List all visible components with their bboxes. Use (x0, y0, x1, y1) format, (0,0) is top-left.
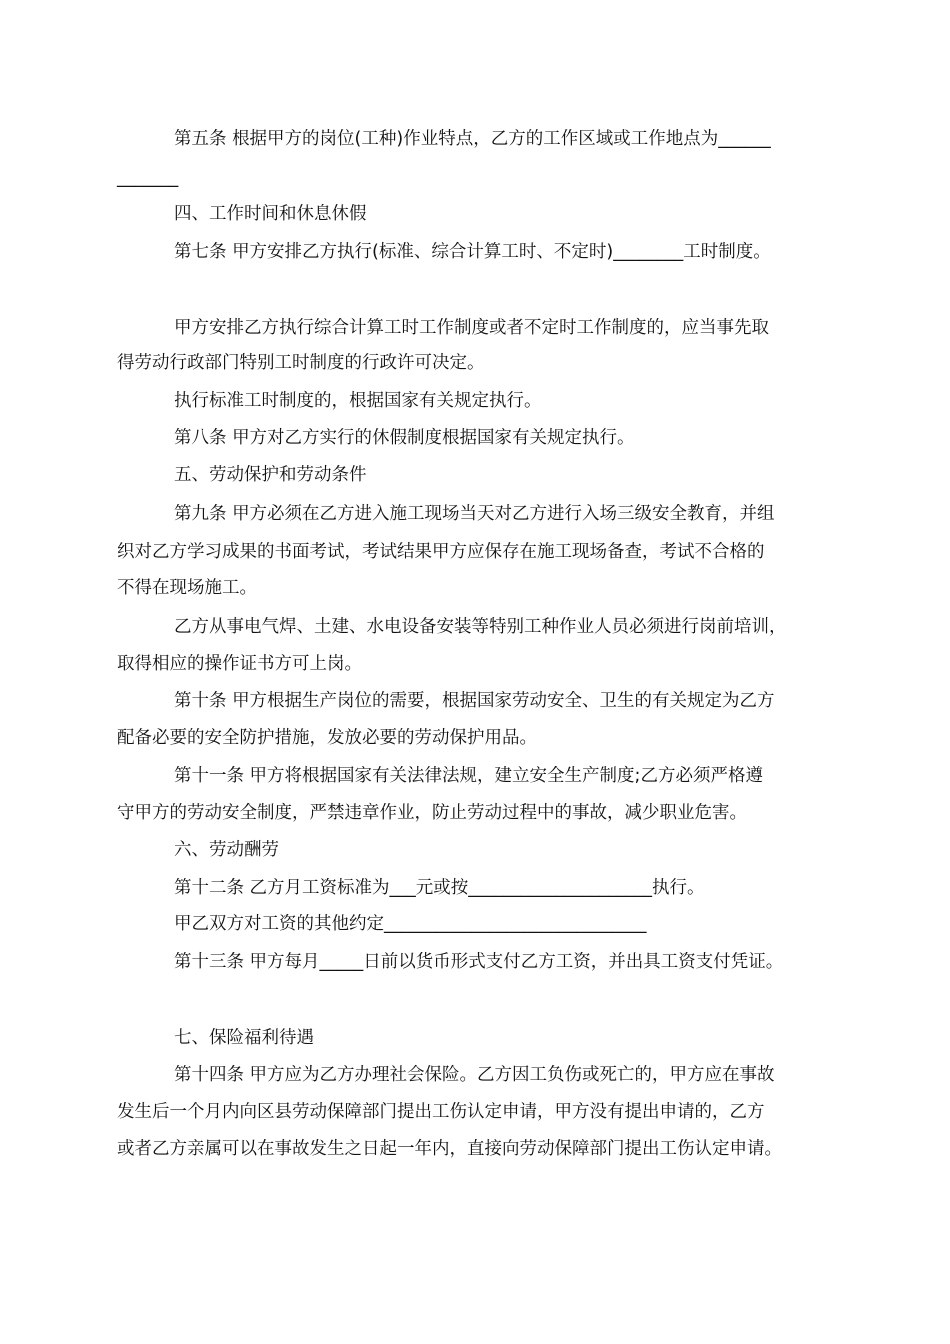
article-10-line-1: 第十条 甲方根据生产岗位的需要，根据国家劳动安全、卫生的有关规定为乙方 (174, 691, 775, 711)
article-12-para-2: 甲乙双方对工资的其他约定______________________________ (174, 914, 647, 934)
article-14-line-2: 发生后一个月内向区县劳动保障部门提出工伤认定申请，甲方没有提出申请的，乙方 (117, 1102, 765, 1122)
article-11-line-2: 守甲方的劳动安全制度，严禁违章作业，防止劳动过程中的事故，减少职业危害。 (117, 803, 747, 823)
section-6-heading: 六、劳动酬劳 (174, 840, 279, 860)
article-13: 第十三条 甲方每月_____日前以货币形式支付乙方工资，并出具工资支付凭证。 (174, 952, 784, 972)
article-14-line-3: 或者乙方亲属可以在事故发生之日起一年内，直接向劳动保障部门提出工伤认定申请。 (117, 1139, 782, 1159)
article-9-para-2-line-1: 乙方从事电气焊、土建、水电设备安装等特别工种作业人员必须进行岗前培训， (174, 617, 787, 637)
section-5-heading: 五、劳动保护和劳动条件 (174, 465, 367, 485)
article-9-para-2-line-2: 取得相应的操作证书方可上岗。 (117, 654, 362, 674)
article-12: 第十二条 乙方月工资标准为___元或按_____________________执行。 (174, 878, 705, 898)
article-8: 第八条 甲方对乙方实行的休假制度根据国家有关规定执行。 (174, 428, 635, 448)
article-10-line-2: 配备必要的安全防护措施，发放必要的劳动保护用品。 (117, 728, 537, 748)
article-9-line-2: 织对乙方学习成果的书面考试，考试结果甲方应保存在施工现场备查，考试不合格的 (117, 542, 765, 562)
article-7-line-1: 第七条 甲方安排乙方执行(标准、综合计算工时、不定时)________工时制度。 (174, 242, 771, 262)
article-5-line-1: 第五条 根据甲方的岗位(工种)作业特点，乙方的工作区域或工作地点为______ (174, 129, 771, 149)
article-5-line-2: _______ (117, 168, 179, 188)
article-9-line-1: 第九条 甲方必须在乙方进入施工现场当天对乙方进行入场三级安全教育，并组 (174, 504, 775, 524)
article-7-para-2-line-1: 甲方安排乙方执行综合计算工时工作制度或者不定时工作制度的，应当事先取 (174, 318, 769, 338)
section-4-heading: 四、工作时间和休息休假 (174, 204, 367, 224)
article-9-line-3: 不得在现场施工。 (117, 578, 257, 598)
article-14-line-1: 第十四条 甲方应为乙方办理社会保险。乙方因工负伤或死亡的，甲方应在事故 (174, 1065, 775, 1085)
article-7-para-3: 执行标准工时制度的，根据国家有关规定执行。 (174, 391, 542, 411)
section-7-heading: 七、保险福利待遇 (174, 1028, 314, 1048)
article-7-para-2-line-2: 得劳动行政部门特别工时制度的行政许可决定。 (117, 353, 485, 373)
article-11-line-1: 第十一条 甲方将根据国家有关法律法规，建立安全生产制度;乙方必须严格遵 (174, 766, 763, 786)
